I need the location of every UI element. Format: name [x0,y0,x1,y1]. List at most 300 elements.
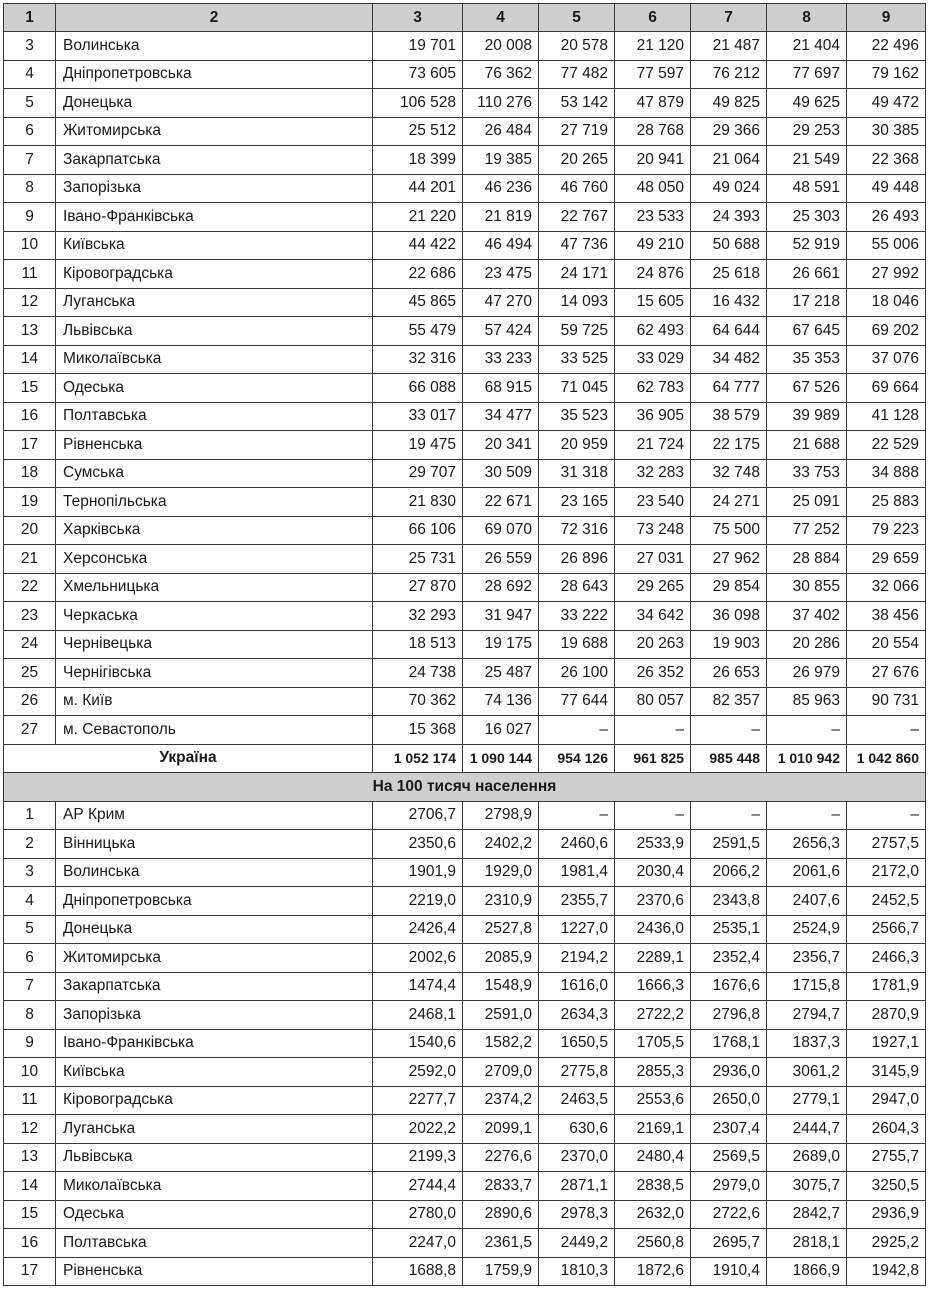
table-row [4,687,926,716]
value-cell: 2402,2 [463,830,539,859]
value-cell: 2061,6 [767,858,847,887]
value-cell: 2833,7 [463,1172,539,1201]
value-cell: 2310,9 [463,887,539,916]
value-cell: 52 919 [767,231,847,260]
value-cell: 2277,7 [373,1086,463,1115]
value-cell: 2468,1 [373,1001,463,1030]
value-cell: 2650,0 [691,1086,767,1115]
value-cell: 48 050 [615,174,691,203]
table-row [4,402,926,431]
table-row [4,1001,926,1030]
value-cell: 2219,0 [373,887,463,916]
table-row [4,830,926,859]
value-cell: 2925,2 [847,1229,926,1258]
column-header: 4 [463,4,539,32]
region-name: Луганська [56,288,373,317]
value-cell: 2706,7 [373,801,463,830]
value-cell: – [539,801,615,830]
value-cell: 55 006 [847,231,926,260]
row-number: 24 [4,630,56,659]
value-cell: 64 777 [691,374,767,403]
value-cell: 27 992 [847,260,926,289]
value-cell: 2407,6 [767,887,847,916]
value-cell: 20 941 [615,146,691,175]
value-cell: 68 915 [463,374,539,403]
value-cell: 2085,9 [463,944,539,973]
row-number: 22 [4,573,56,602]
value-cell: 69 664 [847,374,926,403]
table-row [4,630,926,659]
region-name: Одеська [56,1200,373,1229]
value-cell: 36 905 [615,402,691,431]
table-row [4,174,926,203]
value-cell: 85 963 [767,687,847,716]
row-number: 23 [4,602,56,631]
value-cell: 21 404 [767,32,847,61]
value-cell: 26 484 [463,117,539,146]
row-number: 6 [4,944,56,973]
value-cell: 1781,9 [847,972,926,1001]
table-row [4,117,926,146]
value-cell: 1666,3 [615,972,691,1001]
value-cell: 18 513 [373,630,463,659]
value-cell: 2566,7 [847,915,926,944]
value-cell: 27 870 [373,573,463,602]
value-cell: 24 876 [615,260,691,289]
region-name: м. Київ [56,687,373,716]
value-cell: 22 496 [847,32,926,61]
region-name: Івано-Франківська [56,1029,373,1058]
row-number: 15 [4,1200,56,1229]
value-cell: 1837,3 [767,1029,847,1058]
row-number: 15 [4,374,56,403]
region-name: Житомирська [56,117,373,146]
total-value: 954 126 [539,744,615,773]
statistics-table [3,3,926,1286]
table-row [4,1143,926,1172]
column-header: 7 [691,4,767,32]
value-cell: 21 724 [615,431,691,460]
table-row [4,459,926,488]
total-value: 1 042 860 [847,744,926,773]
value-cell: 2553,6 [615,1086,691,1115]
value-cell: 2463,5 [539,1086,615,1115]
region-name: Миколаївська [56,345,373,374]
value-cell: 35 523 [539,402,615,431]
value-cell: 18 399 [373,146,463,175]
value-cell: 19 385 [463,146,539,175]
value-cell: 26 100 [539,659,615,688]
value-cell: 33 233 [463,345,539,374]
total-value: 985 448 [691,744,767,773]
value-cell: 2798,9 [463,801,539,830]
value-cell: 29 854 [691,573,767,602]
value-cell: 2592,0 [373,1058,463,1087]
value-cell: – [615,801,691,830]
table-row [4,915,926,944]
column-header: 2 [56,4,373,32]
value-cell: 2444,7 [767,1115,847,1144]
table-row [4,231,926,260]
value-cell: 67 645 [767,317,847,346]
value-cell: 2535,1 [691,915,767,944]
table-row [4,545,926,574]
row-number: 10 [4,1058,56,1087]
value-cell: 72 316 [539,516,615,545]
value-cell: 25 487 [463,659,539,688]
row-number: 4 [4,887,56,916]
region-name: Кіровоградська [56,1086,373,1115]
value-cell: 53 142 [539,89,615,118]
region-name: Харківська [56,516,373,545]
value-cell: 36 098 [691,602,767,631]
value-cell: 1227,0 [539,915,615,944]
value-cell: 76 212 [691,60,767,89]
table-row [4,573,926,602]
value-cell: 2604,3 [847,1115,926,1144]
value-cell: 2775,8 [539,1058,615,1087]
value-cell: 2689,0 [767,1143,847,1172]
value-cell: – [767,801,847,830]
value-cell: 30 385 [847,117,926,146]
value-cell: 22 529 [847,431,926,460]
value-cell: 73 605 [373,60,463,89]
value-cell: 2709,0 [463,1058,539,1087]
value-cell: 35 353 [767,345,847,374]
value-cell: 21 064 [691,146,767,175]
value-cell: 2350,6 [373,830,463,859]
row-number: 18 [4,459,56,488]
region-name: Тернопільська [56,488,373,517]
value-cell: 33 222 [539,602,615,631]
row-number: 8 [4,1001,56,1030]
value-cell: 41 128 [847,402,926,431]
row-number: 26 [4,687,56,716]
table-row [4,716,926,745]
region-name: Чернівецька [56,630,373,659]
table-row [4,972,926,1001]
value-cell: 22 671 [463,488,539,517]
region-name: Рівненська [56,431,373,460]
table-row [4,260,926,289]
row-number: 12 [4,1115,56,1144]
value-cell: 23 540 [615,488,691,517]
value-cell: 73 248 [615,516,691,545]
value-cell: 2755,7 [847,1143,926,1172]
value-cell: 1616,0 [539,972,615,1001]
value-cell: 39 989 [767,402,847,431]
value-cell: 27 676 [847,659,926,688]
value-cell: 24 393 [691,203,767,232]
value-cell: 24 171 [539,260,615,289]
value-cell: 75 500 [691,516,767,545]
table-row [4,1086,926,1115]
value-cell: 66 088 [373,374,463,403]
value-cell: 1540,6 [373,1029,463,1058]
value-cell: 2527,8 [463,915,539,944]
table-row [4,858,926,887]
value-cell: 27 031 [615,545,691,574]
value-cell: 57 424 [463,317,539,346]
value-cell: 79 162 [847,60,926,89]
value-cell: 55 479 [373,317,463,346]
region-name: Волинська [56,858,373,887]
value-cell: 47 270 [463,288,539,317]
row-number: 21 [4,545,56,574]
value-cell: 2276,6 [463,1143,539,1172]
value-cell: 1866,9 [767,1257,847,1286]
value-cell: 26 979 [767,659,847,688]
region-name: Львівська [56,317,373,346]
value-cell: – [691,716,767,745]
value-cell: 2199,3 [373,1143,463,1172]
value-cell: 22 175 [691,431,767,460]
value-cell: 38 579 [691,402,767,431]
value-cell: 14 093 [539,288,615,317]
value-cell: 2794,7 [767,1001,847,1030]
value-cell: 20 286 [767,630,847,659]
value-cell: 77 252 [767,516,847,545]
row-number: 11 [4,1086,56,1115]
region-name: Львівська [56,1143,373,1172]
table-row [4,1172,926,1201]
value-cell: 25 512 [373,117,463,146]
row-number: 12 [4,288,56,317]
value-cell: 2947,0 [847,1086,926,1115]
row-number: 10 [4,231,56,260]
value-cell: 21 830 [373,488,463,517]
table-row [4,944,926,973]
value-cell: 21 688 [767,431,847,460]
row-number: 6 [4,117,56,146]
value-cell: 2855,3 [615,1058,691,1087]
value-cell: 2591,0 [463,1001,539,1030]
value-cell: 19 903 [691,630,767,659]
value-cell: 21 549 [767,146,847,175]
value-cell: 18 046 [847,288,926,317]
value-cell: 44 422 [373,231,463,260]
table-row [4,1257,926,1286]
value-cell: 59 725 [539,317,615,346]
value-cell: 27 962 [691,545,767,574]
value-cell: 69 070 [463,516,539,545]
value-cell: 77 597 [615,60,691,89]
value-cell: 34 888 [847,459,926,488]
value-cell: 1705,5 [615,1029,691,1058]
value-cell: 46 494 [463,231,539,260]
table-row [4,887,926,916]
region-name: Запорізька [56,1001,373,1030]
value-cell: 31 947 [463,602,539,631]
value-cell: 2569,5 [691,1143,767,1172]
region-name: Закарпатська [56,146,373,175]
column-header: 9 [847,4,926,32]
value-cell: 64 644 [691,317,767,346]
value-cell: 2343,8 [691,887,767,916]
value-cell: 1548,9 [463,972,539,1001]
value-cell: 19 475 [373,431,463,460]
value-cell: 2560,8 [615,1229,691,1258]
table-row [4,374,926,403]
value-cell: 23 475 [463,260,539,289]
value-cell: 2779,1 [767,1086,847,1115]
value-cell: 2370,6 [615,887,691,916]
table-row [4,431,926,460]
value-cell: 67 526 [767,374,847,403]
row-number: 11 [4,260,56,289]
value-cell: 62 783 [615,374,691,403]
value-cell: 1981,4 [539,858,615,887]
value-cell: 28 768 [615,117,691,146]
table-row [4,89,926,118]
total-value: 1 010 942 [767,744,847,773]
value-cell: 49 210 [615,231,691,260]
value-cell: 38 456 [847,602,926,631]
table-row [4,32,926,61]
column-header: 3 [373,4,463,32]
table-row [4,146,926,175]
table-row [4,602,926,631]
value-cell: 16 432 [691,288,767,317]
value-cell: 3250,5 [847,1172,926,1201]
region-name: Миколаївська [56,1172,373,1201]
value-cell: 24 738 [373,659,463,688]
row-number: 1 [4,801,56,830]
value-cell: 2022,2 [373,1115,463,1144]
value-cell: 2002,6 [373,944,463,973]
table-row [4,345,926,374]
table-row [4,288,926,317]
value-cell: 25 091 [767,488,847,517]
value-cell: 2247,0 [373,1229,463,1258]
value-cell: 1650,5 [539,1029,615,1058]
row-number: 13 [4,317,56,346]
value-cell: 2722,6 [691,1200,767,1229]
value-cell: 69 202 [847,317,926,346]
value-cell: 2099,1 [463,1115,539,1144]
value-cell: 46 236 [463,174,539,203]
value-cell: 2722,2 [615,1001,691,1030]
value-cell: 21 487 [691,32,767,61]
value-cell: 1768,1 [691,1029,767,1058]
value-cell: – [847,801,926,830]
value-cell: 34 477 [463,402,539,431]
header-row [4,4,926,32]
value-cell: 50 688 [691,231,767,260]
value-cell: 2370,0 [539,1143,615,1172]
value-cell: 1676,6 [691,972,767,1001]
region-name: Івано-Франківська [56,203,373,232]
value-cell: 2890,6 [463,1200,539,1229]
value-cell: 25 731 [373,545,463,574]
value-cell: 76 362 [463,60,539,89]
value-cell: 25 618 [691,260,767,289]
value-cell: 33 029 [615,345,691,374]
value-cell: 1759,9 [463,1257,539,1286]
value-cell: 1901,9 [373,858,463,887]
value-cell: 2374,2 [463,1086,539,1115]
value-cell: 2744,4 [373,1172,463,1201]
row-number: 17 [4,1257,56,1286]
value-cell: 30 509 [463,459,539,488]
region-name: Хмельницька [56,573,373,602]
value-cell: 29 366 [691,117,767,146]
value-cell: 17 218 [767,288,847,317]
row-number: 19 [4,488,56,517]
value-cell: 28 884 [767,545,847,574]
value-cell: 48 591 [767,174,847,203]
value-cell: 21 220 [373,203,463,232]
table-row [4,488,926,517]
value-cell: 25 883 [847,488,926,517]
value-cell: 29 707 [373,459,463,488]
value-cell: 2426,4 [373,915,463,944]
value-cell: 1688,8 [373,1257,463,1286]
value-cell: 49 625 [767,89,847,118]
value-cell: 26 352 [615,659,691,688]
region-name: Житомирська [56,944,373,973]
region-name: Закарпатська [56,972,373,1001]
value-cell: 2695,7 [691,1229,767,1258]
total-value: 961 825 [615,744,691,773]
value-cell: 34 482 [691,345,767,374]
row-number: 7 [4,146,56,175]
value-cell: 66 106 [373,516,463,545]
value-cell: 2591,5 [691,830,767,859]
value-cell: 45 865 [373,288,463,317]
value-cell: 82 357 [691,687,767,716]
table-row [4,801,926,830]
row-number: 16 [4,1229,56,1258]
section-title: На 100 тисяч населення [4,773,926,802]
row-number: 27 [4,716,56,745]
value-cell: 26 653 [691,659,767,688]
value-cell: 1929,0 [463,858,539,887]
value-cell: 2466,3 [847,944,926,973]
row-number: 14 [4,1172,56,1201]
value-cell: 33 753 [767,459,847,488]
value-cell: 2780,0 [373,1200,463,1229]
value-cell: 2936,0 [691,1058,767,1087]
value-cell: 74 136 [463,687,539,716]
value-cell: 49 448 [847,174,926,203]
value-cell: 29 659 [847,545,926,574]
value-cell: 34 642 [615,602,691,631]
total-label: Україна [4,744,373,773]
row-number: 3 [4,858,56,887]
row-number: 9 [4,1029,56,1058]
column-header: 1 [4,4,56,32]
value-cell: 3075,7 [767,1172,847,1201]
value-cell: 106 528 [373,89,463,118]
value-cell: 2172,0 [847,858,926,887]
value-cell: 21 120 [615,32,691,61]
region-name: Чернігівська [56,659,373,688]
value-cell: 16 027 [463,716,539,745]
region-name: Донецька [56,89,373,118]
table-row [4,1115,926,1144]
value-cell: 49 472 [847,89,926,118]
value-cell: 26 559 [463,545,539,574]
value-cell: 77 697 [767,60,847,89]
region-name: Черкаська [56,602,373,631]
value-cell: 21 819 [463,203,539,232]
row-number: 13 [4,1143,56,1172]
value-cell: 20 554 [847,630,926,659]
value-cell: 90 731 [847,687,926,716]
region-name: Донецька [56,915,373,944]
row-number: 17 [4,431,56,460]
